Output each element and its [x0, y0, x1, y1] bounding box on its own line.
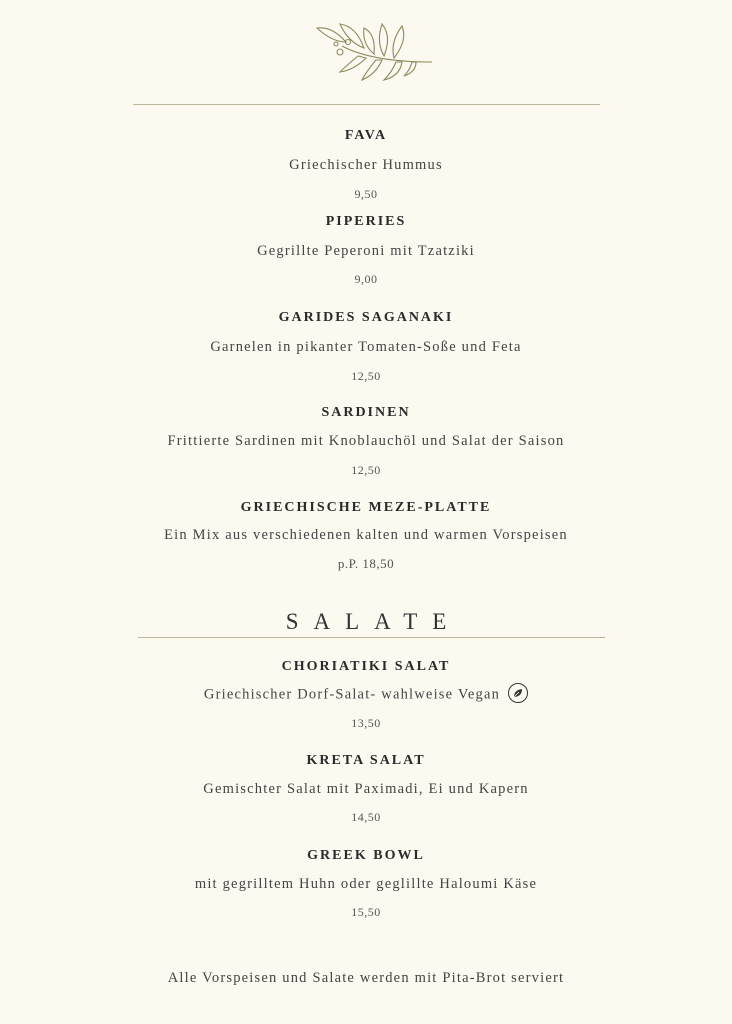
menu-item-price: 13,50	[351, 716, 381, 730]
menu-item-name: CHORIATIKI SALAT	[281, 659, 451, 674]
menu-item-name: FAVA	[344, 128, 388, 143]
menu-item-price: 14,50	[351, 810, 381, 824]
menu-item-description-text: Griechischer Dorf-Salat- wahlweise Vegan	[203, 686, 501, 703]
menu-item-description: Garnelen in pikanter Tomaten-Soße und Feta	[210, 339, 522, 355]
menu-item-price: 12,50	[351, 369, 381, 383]
menu-item-description	[0, 685, 732, 705]
top-divider	[133, 104, 600, 105]
menu-item-name: PIPERIES	[325, 214, 407, 229]
olive-branch-icon	[312, 20, 436, 84]
menu-item-name: GREEK BOWL	[307, 848, 425, 863]
menu-item-price: p.P. 18,50	[337, 556, 395, 571]
menu-item-description: Gegrillte Peperoni mit Tzatziki	[257, 243, 475, 259]
menu-item-description: Gemischter Salat mit Paximadi, Ei und Kapern	[203, 781, 529, 797]
menu-item-description: Ein Mix aus verschiedenen kalten und warmen Vorspeisen	[164, 527, 568, 543]
menu-item-name: SARDINEN	[321, 405, 411, 420]
menu-item-price: 9,50	[354, 187, 378, 201]
menu-item-description: Griechischer Hummus	[289, 157, 443, 173]
menu-item-name: KRETA SALAT	[306, 753, 426, 768]
section-heading-salate: SALATE	[285, 609, 462, 634]
menu-item-name: GARIDES SAGANAKI	[278, 310, 454, 325]
menu-item-description: mit gegrilltem Huhn oder geglillte Haloumi Käse	[194, 876, 538, 892]
footer-note: Alle Vorspeisen und Salate werden mit Pita-Brot serviert	[167, 970, 565, 986]
menu-item-price: 12,50	[351, 463, 381, 477]
menu-item-description: Frittierte Sardinen mit Knoblauchöl und Salat der Saison	[167, 433, 565, 449]
menu-item-price: 9,00	[354, 272, 378, 286]
menu-item-price: 15,50	[351, 905, 381, 919]
leaf-icon	[508, 683, 528, 703]
section-divider	[138, 637, 605, 638]
menu-item-name: GRIECHISCHE MEZE-PLATTE	[240, 500, 492, 515]
